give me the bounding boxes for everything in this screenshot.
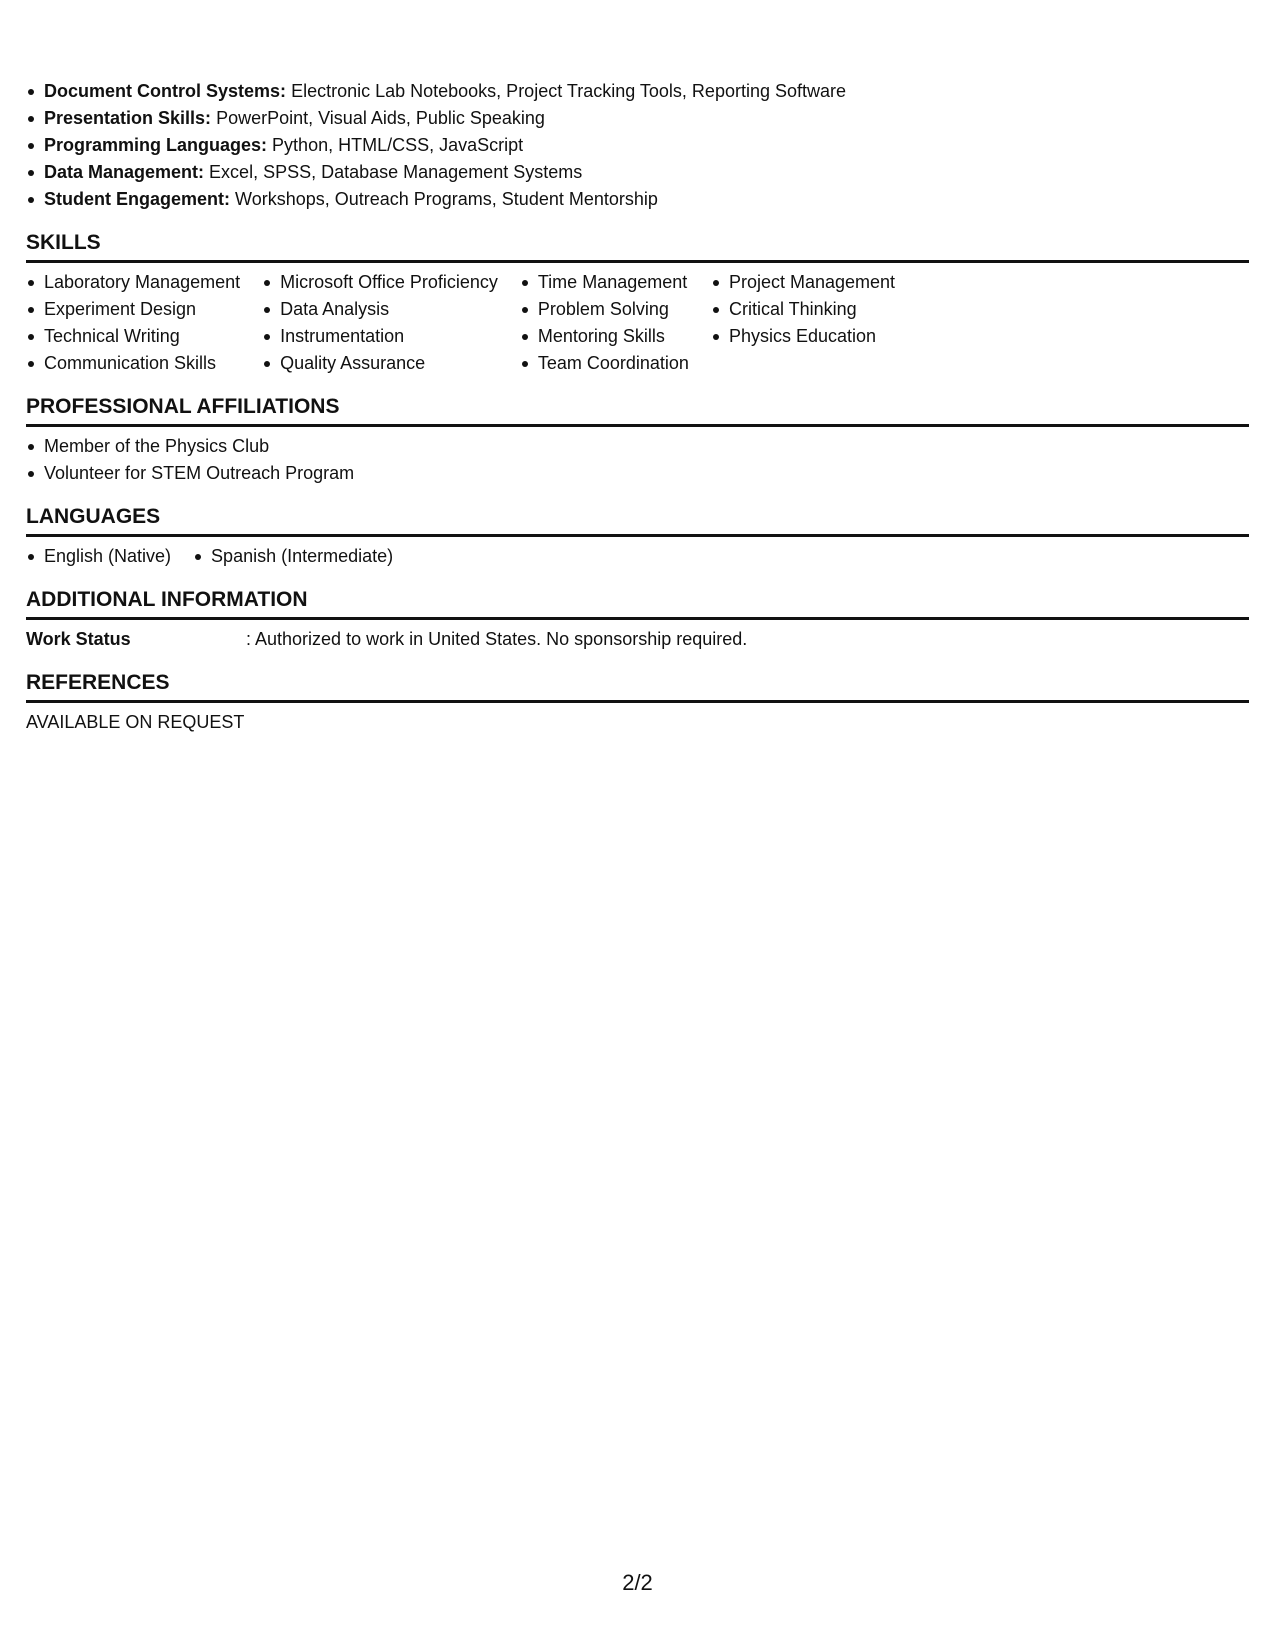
skills-column bbox=[520, 269, 689, 377]
tool-value: Excel, SPSS, Database Management Systems bbox=[209, 162, 583, 182]
tool-label: Student Engagement: bbox=[44, 189, 231, 209]
affiliations-heading: PROFESSIONAL AFFILIATIONS bbox=[26, 394, 1249, 427]
skills-heading: SKILLS bbox=[26, 230, 1249, 263]
skill-item: Critical Thinking bbox=[711, 296, 895, 323]
skill-item: Communication Skills bbox=[26, 350, 240, 377]
skill-item: Problem Solving bbox=[520, 296, 689, 323]
resume-page bbox=[26, 78, 1249, 736]
skills-column bbox=[262, 269, 498, 377]
skill-item: Instrumentation bbox=[262, 323, 498, 350]
list-item: Member of the Physics Club bbox=[26, 433, 1249, 460]
additional-info-heading: ADDITIONAL INFORMATION bbox=[26, 587, 1249, 620]
list-item bbox=[26, 186, 1249, 213]
list-item bbox=[26, 105, 1249, 132]
languages-heading: LANGUAGES bbox=[26, 504, 1249, 537]
tool-value: Python, HTML/CSS, JavaScript bbox=[272, 135, 524, 155]
skill-item: Time Management bbox=[520, 269, 689, 296]
skill-item: Experiment Design bbox=[26, 296, 240, 323]
skills-column bbox=[26, 269, 240, 377]
list-item: Volunteer for STEM Outreach Program bbox=[26, 460, 1249, 487]
list-item bbox=[26, 132, 1249, 159]
tool-value: Electronic Lab Notebooks, Project Tracking Tools, Reporting Software bbox=[291, 81, 847, 101]
tool-value: PowerPoint, Visual Aids, Public Speaking bbox=[216, 108, 545, 128]
skill-item: Quality Assurance bbox=[262, 350, 498, 377]
skill-item: Physics Education bbox=[711, 323, 895, 350]
references-text: AVAILABLE ON REQUEST bbox=[26, 712, 245, 732]
language-item: English (Native) bbox=[26, 543, 171, 570]
list-item bbox=[26, 78, 1249, 105]
tool-label: Document Control Systems: bbox=[44, 81, 287, 101]
skill-item: Data Analysis bbox=[262, 296, 498, 323]
tools-list bbox=[26, 78, 1249, 213]
language-item: Spanish (Intermediate) bbox=[193, 543, 393, 570]
work-status-label: Work Status bbox=[26, 629, 131, 649]
tool-label: Data Management: bbox=[44, 162, 205, 182]
skill-item: Laboratory Management bbox=[26, 269, 240, 296]
skill-item: Microsoft Office Proficiency bbox=[262, 269, 498, 296]
tool-value: Workshops, Outreach Programs, Student Mentorship bbox=[235, 189, 658, 209]
page-number: 2/2 bbox=[622, 1570, 653, 1595]
references-heading: REFERENCES bbox=[26, 670, 1249, 703]
tool-label: Programming Languages: bbox=[44, 135, 268, 155]
work-status-row bbox=[26, 626, 1249, 653]
skill-item: Team Coordination bbox=[520, 350, 689, 377]
skill-item: Technical Writing bbox=[26, 323, 240, 350]
skill-item: Project Management bbox=[711, 269, 895, 296]
skills-column bbox=[711, 269, 895, 377]
work-status-value: : Authorized to work in United States. No sponsorship required. bbox=[246, 629, 748, 649]
languages-list bbox=[26, 543, 1249, 570]
list-item bbox=[26, 159, 1249, 186]
tool-label: Presentation Skills: bbox=[44, 108, 212, 128]
skills-grid bbox=[26, 269, 1249, 377]
affiliations-list bbox=[26, 433, 1249, 487]
skill-item: Mentoring Skills bbox=[520, 323, 689, 350]
